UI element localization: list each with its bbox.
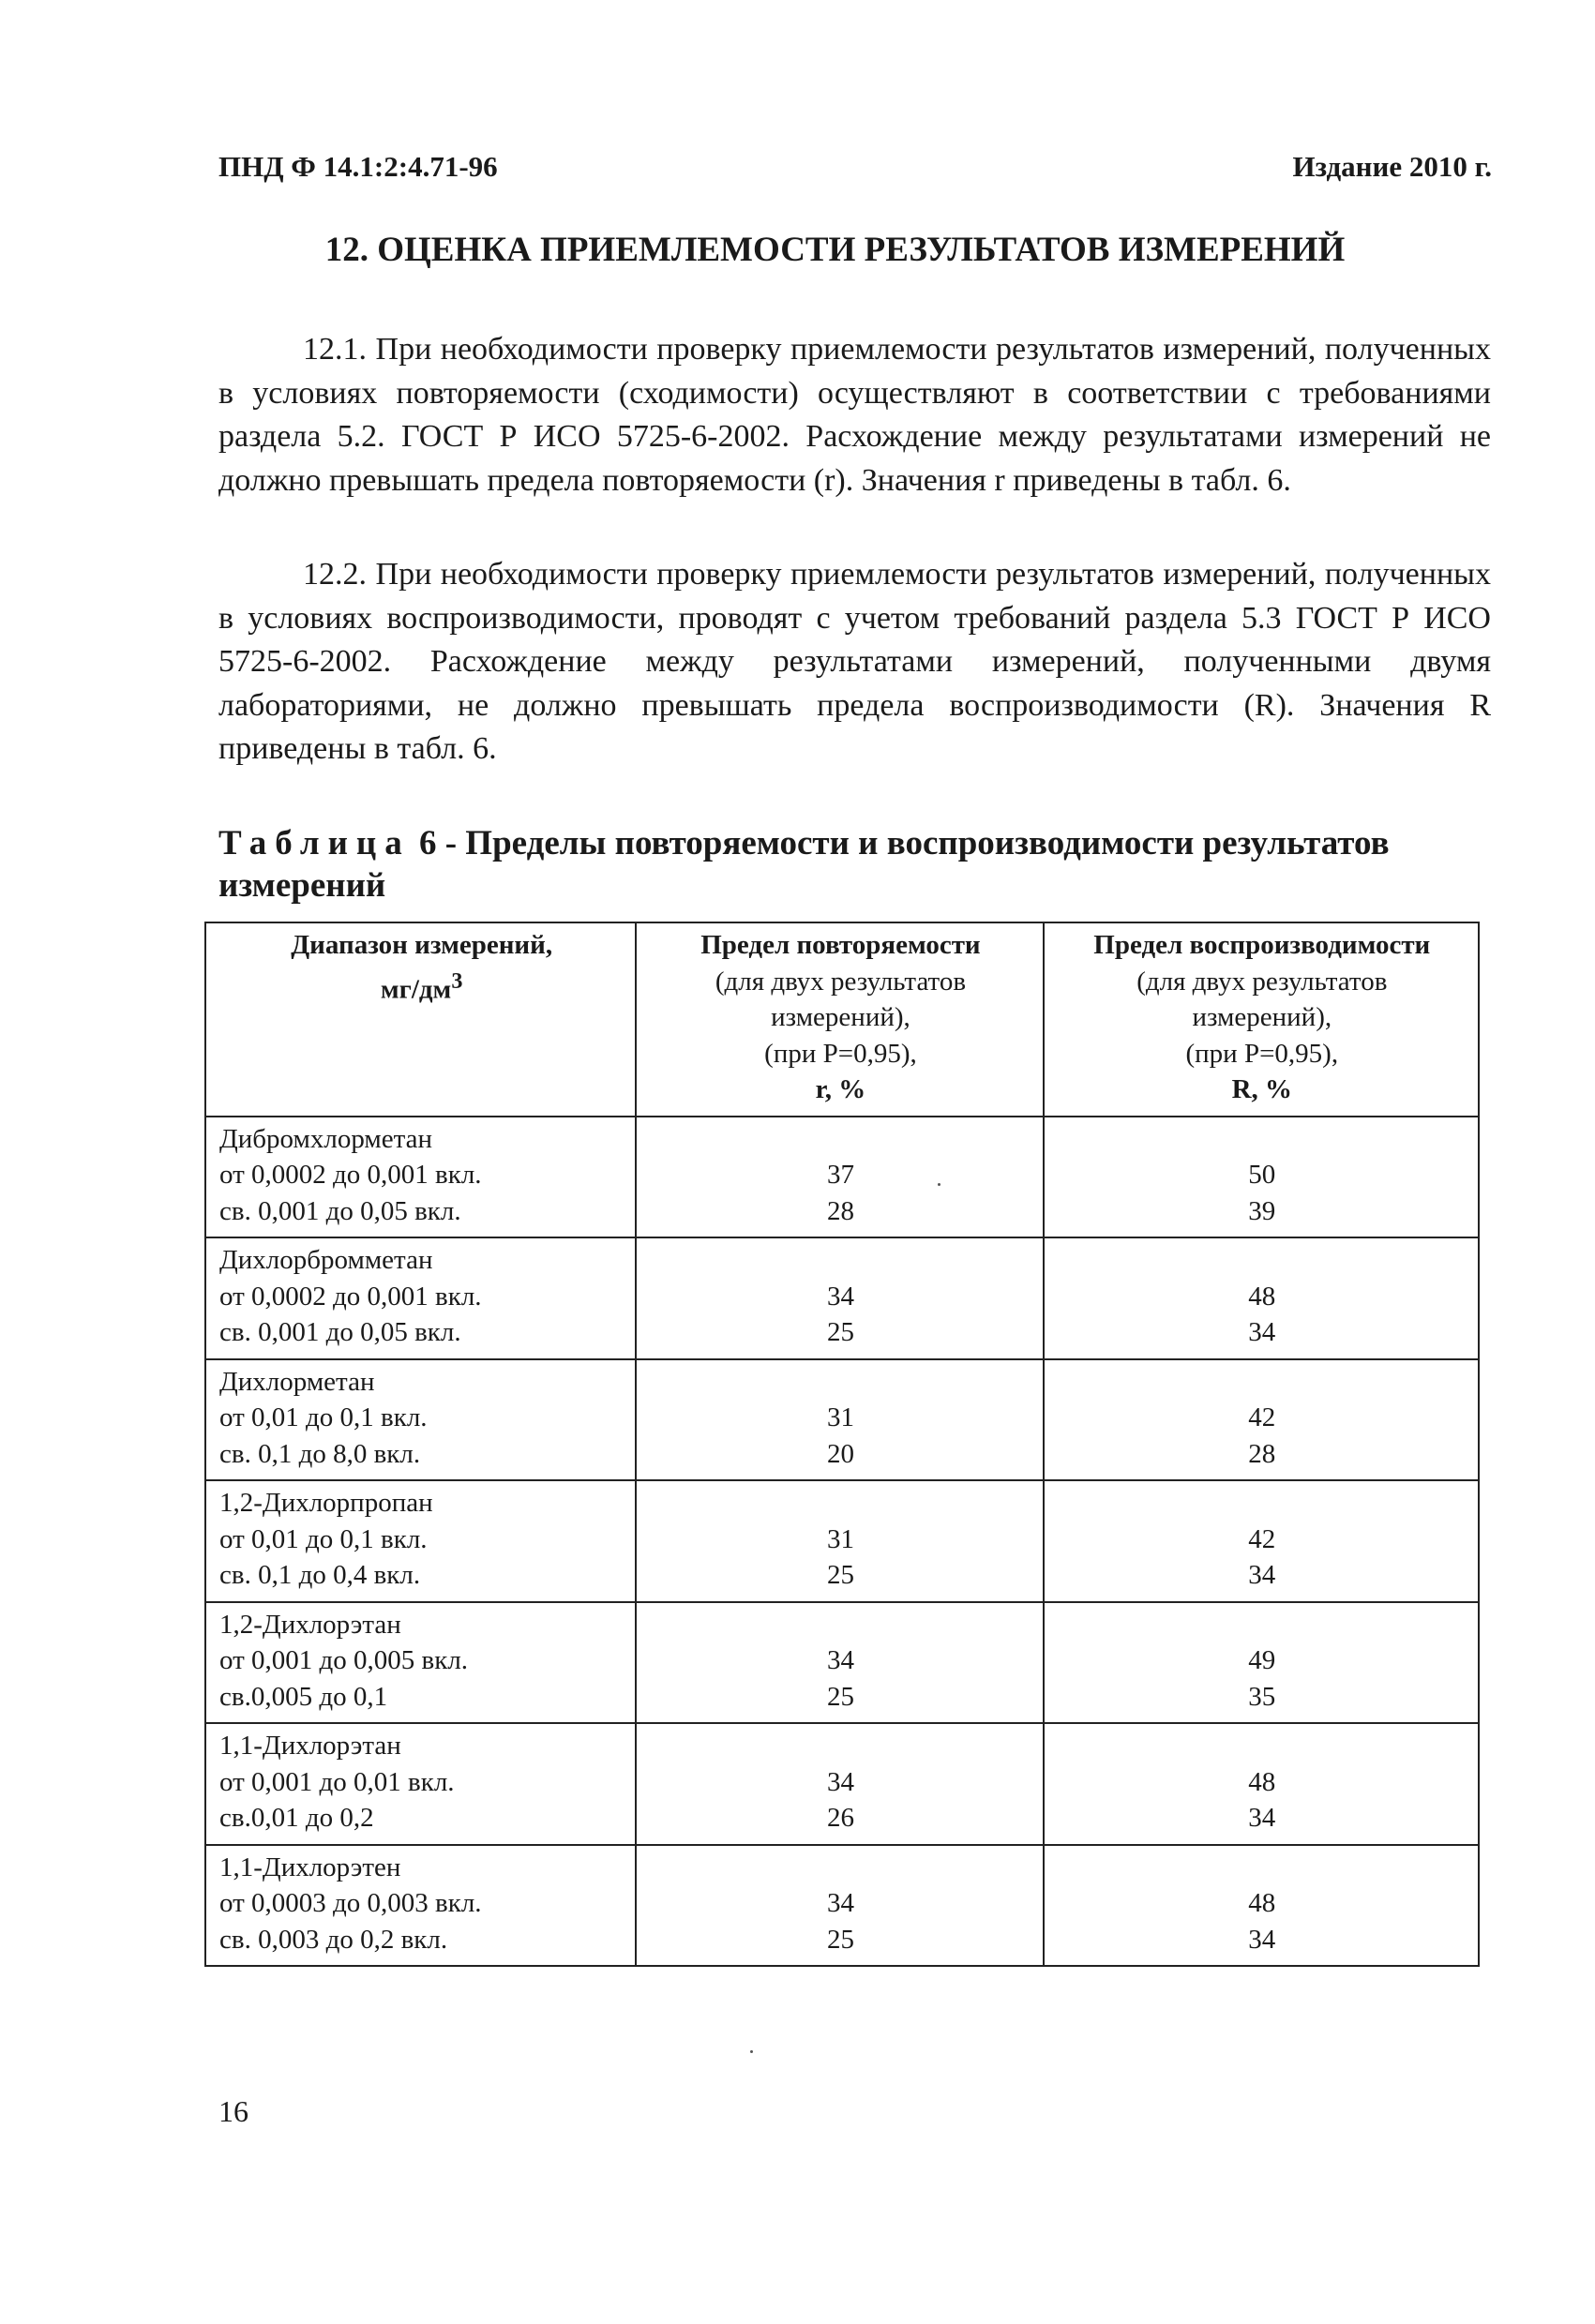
header-range-unit: [219, 964, 624, 1008]
table-row: [205, 1359, 1479, 1481]
header-repeatability-line3: измерений),: [771, 1002, 910, 1032]
table-row: [205, 1845, 1479, 1967]
substance-name: Дибромхлорметан: [219, 1123, 433, 1154]
header-reproducibility-line4: (при Р=0,95),: [1185, 1038, 1339, 1069]
paragraph-text: 12.2. При необходимости проверку приемлемости результатов измерений, полученных в условиях воспроизводимости, проводят с учетом требований раздела 5.3 ГОСТ Р ИСО 5725-6-2002. Расхождение между результатами измерений, полученными двумя лабораториями, не должно превышать предела воспроизводимости (R). Значения R приведены в табл. 6.: [218, 557, 1491, 766]
value: 35: [1248, 1681, 1276, 1712]
range-line: св. 0,1 до 0,4 вкл.: [219, 1560, 421, 1590]
header-reproducibility-symbol: R, %: [1231, 1074, 1293, 1104]
value: 28: [826, 1195, 854, 1226]
value: 48: [1248, 1888, 1276, 1918]
repeatability-cell: [636, 1237, 1043, 1359]
value: 26: [826, 1803, 854, 1833]
range-line: от 0,01 до 0,1 вкл.: [219, 1402, 428, 1432]
header-reproducibility-line2: (для двух результатов: [1136, 966, 1388, 997]
reproducibility-cell: [1044, 1602, 1479, 1724]
table-row: [205, 1602, 1479, 1724]
range-line: св. 0,003 до 0,2 вкл.: [219, 1924, 448, 1955]
value: 48: [1248, 1766, 1276, 1797]
range-line: от 0,01 до 0,1 вкл.: [219, 1523, 428, 1554]
table-header-row: [205, 922, 1479, 1117]
value: 25: [826, 1681, 854, 1712]
table-row: [205, 1237, 1479, 1359]
table-row: [205, 1480, 1479, 1602]
value: 34: [1248, 1924, 1276, 1955]
range-line: от 0,0002 до 0,001 вкл.: [219, 1160, 482, 1190]
value: 49: [1248, 1645, 1276, 1675]
range-cell: [205, 1480, 636, 1602]
header-range-unit-sup: 3: [451, 967, 463, 994]
substance-name: Дихлорбромметан: [219, 1245, 433, 1275]
range-cell: [205, 1602, 636, 1724]
range-cell: [205, 1845, 636, 1967]
header-reproducibility-line3: измерений),: [1192, 1002, 1332, 1032]
reproducibility-cell: [1044, 1237, 1479, 1359]
value: 34: [826, 1281, 854, 1312]
header-range-line1: Диапазон измерений,: [291, 930, 553, 960]
reproducibility-cell: [1044, 1117, 1479, 1238]
value: 39: [1248, 1195, 1276, 1226]
header-repeatability-symbol: r, %: [815, 1074, 866, 1104]
reproducibility-cell: [1044, 1845, 1479, 1967]
range-line: св.0,005 до 0,1: [219, 1681, 388, 1712]
scan-speck: [750, 2050, 753, 2053]
header-reproducibility-title: Предел воспроизводимости: [1093, 930, 1431, 960]
value: 34: [826, 1766, 854, 1797]
table-caption-text: 6 - Пределы повторяемости и воспроизводимости результатов измерений: [218, 824, 1390, 905]
header-repeatability-line2: (для двух результатов: [715, 966, 967, 997]
repeatability-cell: [636, 1602, 1043, 1724]
substance-name: 1,2-Дихлорпропан: [219, 1488, 433, 1518]
table-caption: [218, 822, 1491, 907]
value: 34: [1248, 1803, 1276, 1833]
range-cell: [205, 1237, 636, 1359]
value: 48: [1248, 1281, 1276, 1312]
range-line: св. 0,001 до 0,05 вкл.: [219, 1195, 461, 1226]
table-row: [205, 1117, 1479, 1238]
value: 34: [826, 1645, 854, 1675]
header-repeatability-line4: (при Р=0,95),: [764, 1038, 917, 1069]
range-cell: [205, 1723, 636, 1845]
value: 28: [1248, 1438, 1276, 1469]
range-cell: [205, 1117, 636, 1238]
value: 20: [826, 1438, 854, 1469]
reproducibility-cell: [1044, 1480, 1479, 1602]
range-line: от 0,001 до 0,005 вкл.: [219, 1645, 469, 1675]
range-line: св. 0,001 до 0,05 вкл.: [219, 1317, 461, 1347]
value: 31: [826, 1523, 854, 1554]
section-title: 12. ОЦЕНКА ПРИЕМЛЕМОСТИ РЕЗУЛЬТАТОВ ИЗМЕРЕНИЙ: [324, 231, 1346, 269]
repeatability-cell: [636, 1723, 1043, 1845]
value: 31: [826, 1402, 854, 1432]
value: 34: [826, 1888, 854, 1918]
range-line: св.0,01 до 0,2: [219, 1803, 374, 1833]
substance-name: 1,1-Дихлорэтан: [219, 1731, 401, 1761]
paragraph-12-2: [218, 553, 1491, 772]
value: 50: [1248, 1160, 1276, 1190]
range-line: от 0,001 до 0,01 вкл.: [219, 1766, 455, 1797]
value: 25: [826, 1560, 854, 1590]
repeatability-cell: [636, 1480, 1043, 1602]
value: 42: [1248, 1402, 1276, 1432]
repeatability-cell: [636, 1845, 1043, 1967]
substance-name: Дихлорметан: [219, 1366, 375, 1397]
value: 25: [826, 1317, 854, 1347]
value: 25: [826, 1924, 854, 1955]
reproducibility-cell: [1044, 1359, 1479, 1481]
range-line: св. 0,1 до 8,0 вкл.: [219, 1438, 421, 1469]
page-number: 16: [218, 2094, 248, 2128]
header-repeatability: [636, 922, 1043, 1117]
limits-table: [204, 922, 1480, 1967]
repeatability-cell: [636, 1359, 1043, 1481]
value: 37: [826, 1160, 854, 1190]
header-repeatability-title: Предел повторяемости: [700, 930, 981, 960]
table-caption-label: Таблица: [218, 824, 411, 862]
header-range-unit-text: мг/дм: [380, 974, 452, 1005]
value: 42: [1248, 1523, 1276, 1554]
substance-name: 1,2-Дихлорэтан: [219, 1609, 401, 1640]
scan-speck: [938, 1183, 940, 1186]
header-reproducibility: [1044, 922, 1479, 1117]
document-code: ПНД Ф 14.1:2:4.71-96: [218, 150, 498, 183]
reproducibility-cell: [1044, 1723, 1479, 1845]
paragraph-text: 12.1. При необходимости проверку приемлемости результатов измерений, полученных в условиях повторяемости (сходимости) осуществляют в соответствии с требованиями раздела 5.2. ГОСТ Р ИСО 5725-6-2002. Расхождение между результатами измерений не должно превышать предела повторяемости (r). Значения r приведены в табл. 6.: [218, 332, 1491, 498]
header-range: [205, 922, 636, 1117]
range-cell: [205, 1359, 636, 1481]
substance-name: 1,1-Дихлорэтен: [219, 1852, 401, 1882]
repeatability-cell: [636, 1117, 1043, 1238]
range-line: от 0,0002 до 0,001 вкл.: [219, 1281, 482, 1312]
range-line: от 0,0003 до 0,003 вкл.: [219, 1888, 482, 1918]
value: 34: [1248, 1560, 1276, 1590]
edition-label: Издание 2010 г.: [1292, 150, 1492, 183]
paragraph-12-1: [218, 328, 1491, 502]
table-row: [205, 1723, 1479, 1845]
value: 34: [1248, 1317, 1276, 1347]
